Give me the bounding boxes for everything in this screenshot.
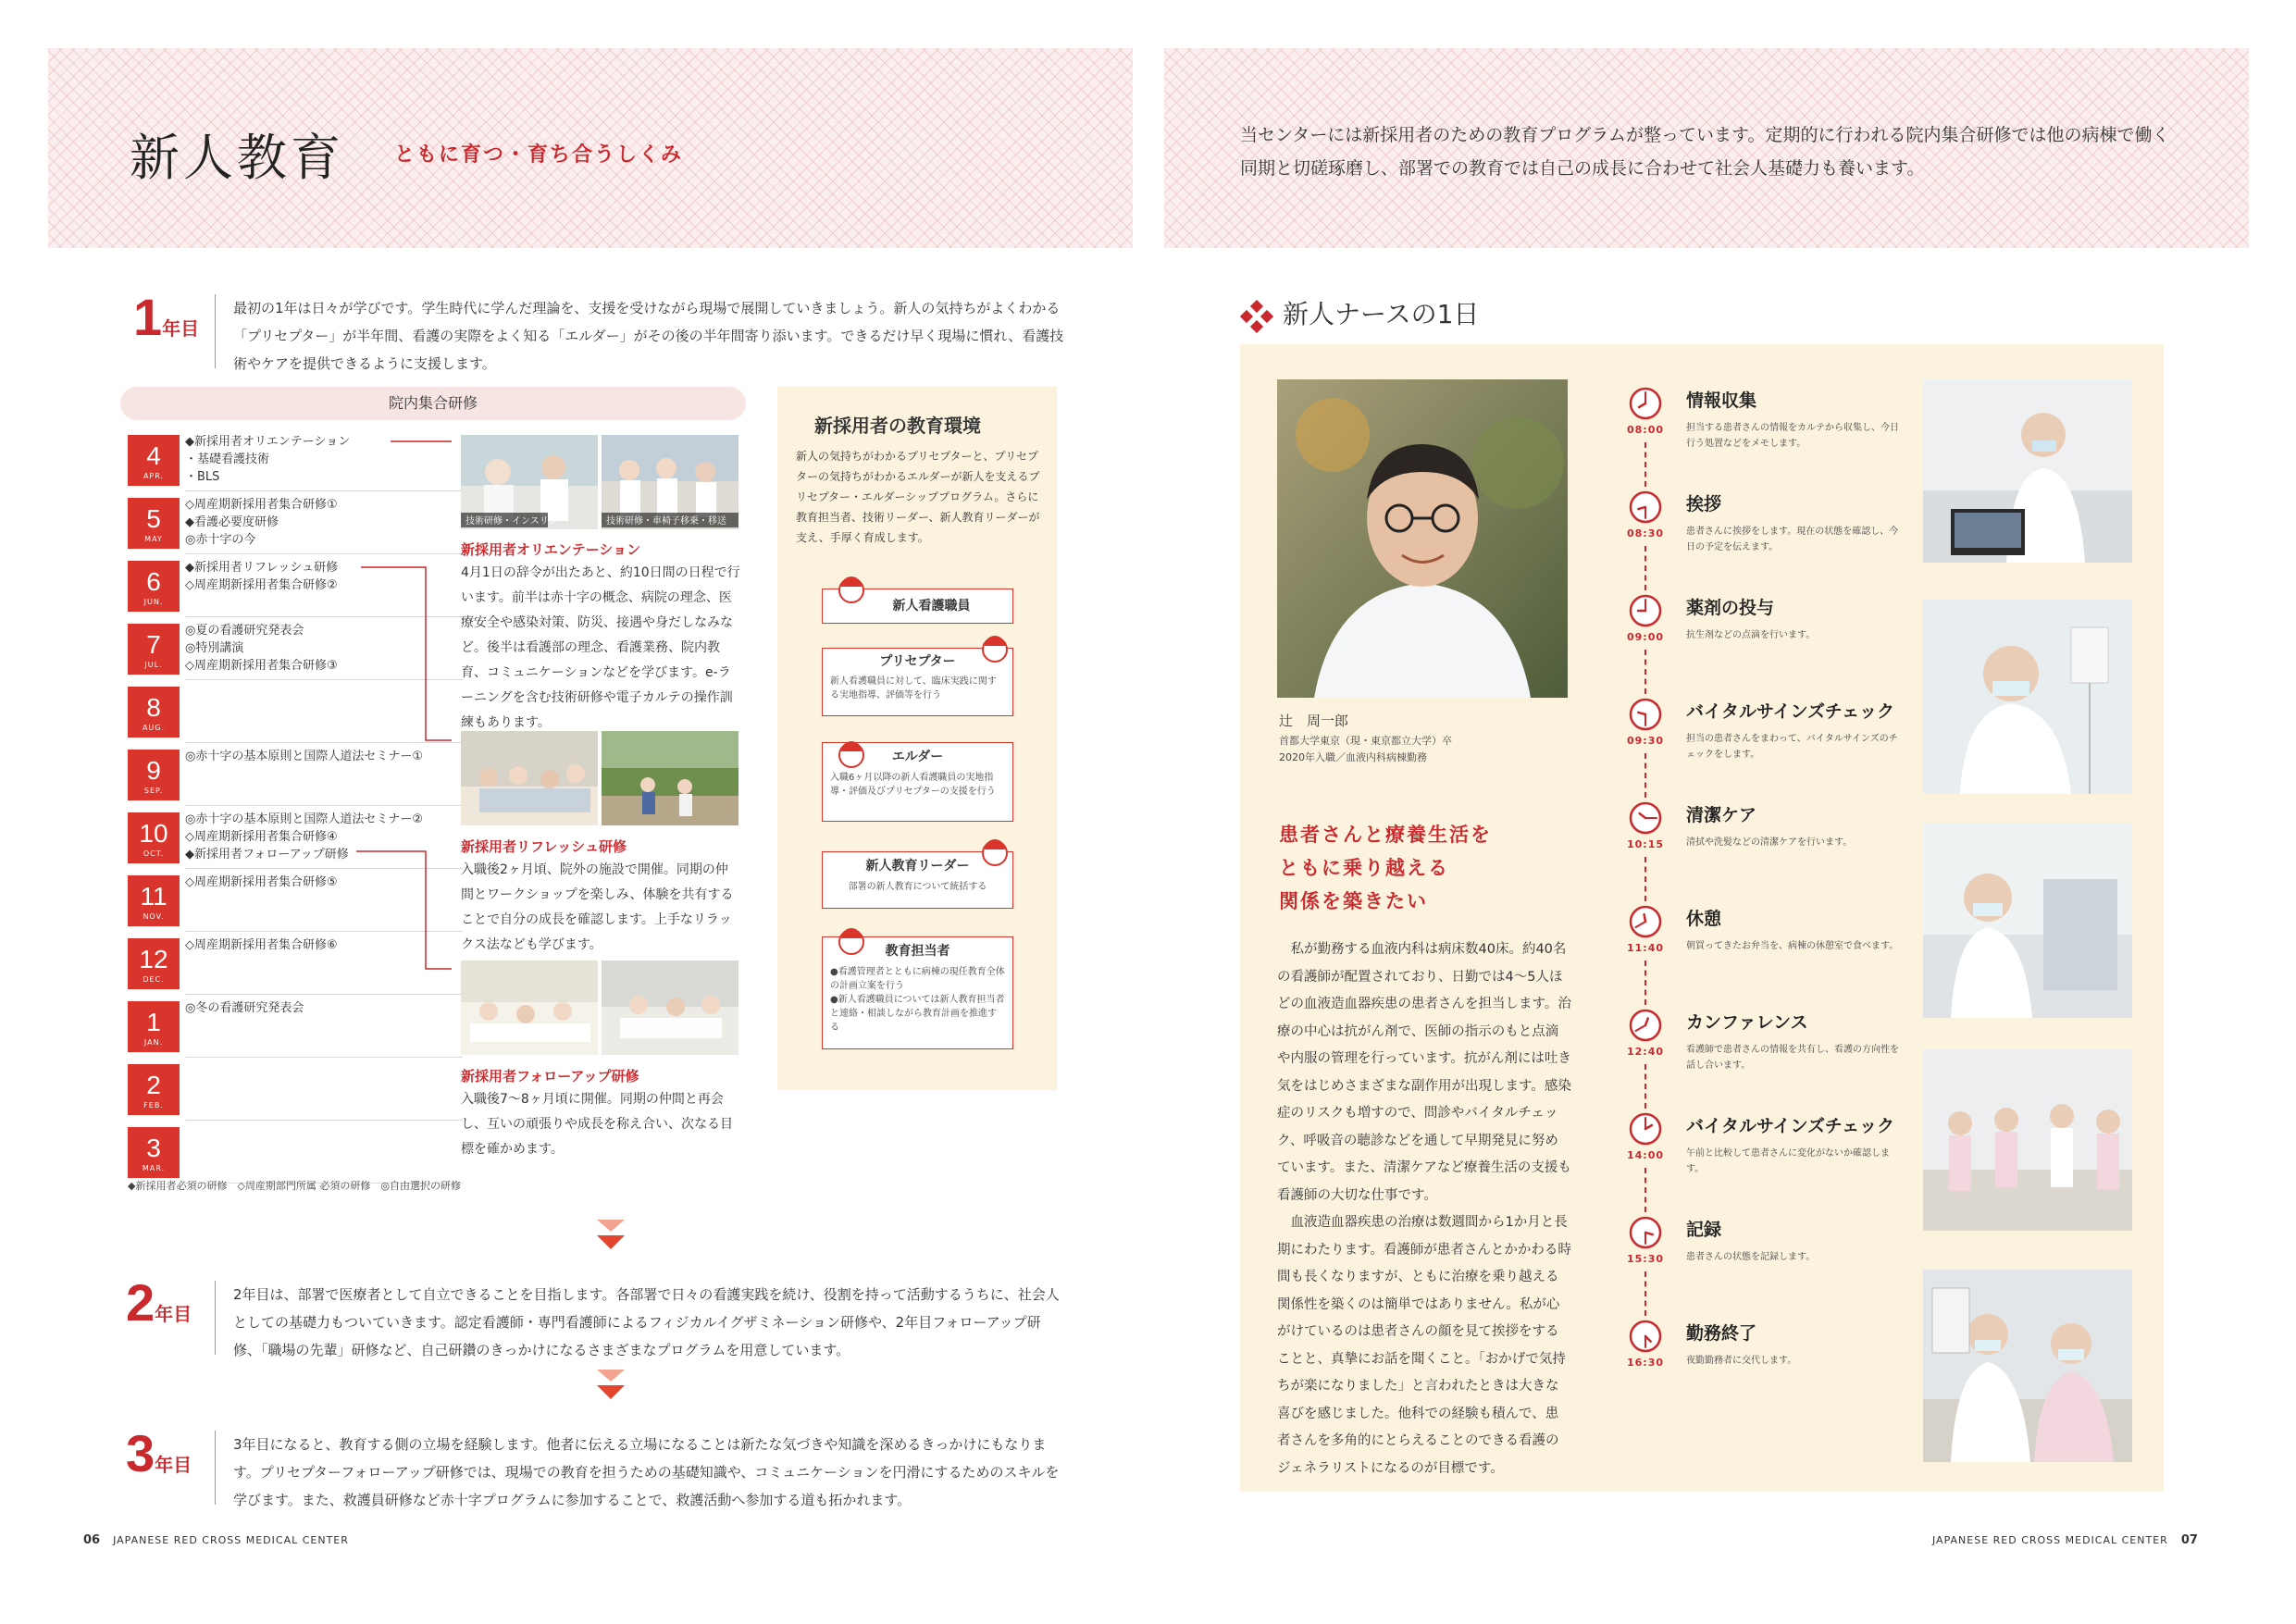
schedule-title: 勤務終了 (1686, 1323, 1757, 1344)
month-en: JUL. (144, 661, 163, 669)
training-item: ◆新採用者オリエンテーション (185, 435, 351, 449)
schedule-time: 15:30 (1626, 1253, 1664, 1265)
schedule-desc: 抗生剤などの点滴を行います。 (1686, 630, 1816, 640)
training-item: ◆新採用者フォローアップ研修 (185, 848, 349, 862)
training-title-orientation: 新採用者オリエンテーション (461, 541, 641, 558)
clock-icon (1629, 801, 1662, 835)
nurse-profile-1: 首都大学東京（現・東京都立大学）卒 (1279, 735, 1452, 747)
schedule-title: カンファレンス (1686, 1012, 1808, 1033)
schedule-title: 挨拶 (1686, 494, 1722, 514)
schedule-desc: 夜勤勤務者に交代します。 (1686, 1356, 1797, 1366)
month-en: FEB. (143, 1101, 164, 1110)
timeline-connector (1644, 650, 1646, 694)
month-number: 10 (139, 819, 168, 848)
month-number: 4 (146, 441, 161, 470)
month-number: 6 (146, 567, 161, 596)
month-en: MAR. (142, 1164, 166, 1172)
schedule-title: 清潔ケア (1686, 805, 1757, 825)
page-subtitle: ともに育つ・育ち合うしくみ (394, 143, 684, 167)
schedule-desc: 患者さんの状態を記録します。 (1686, 1252, 1816, 1262)
month-en: OCT. (143, 849, 165, 858)
training-item: ◇周産期新採用者集合研修③ (185, 659, 338, 673)
schedule-desc: 看護師で患者さんの情報を共有し、看護の方向性を話し合います。 (1686, 1045, 1899, 1071)
photo-info-gathering (1923, 379, 2132, 563)
clock-icon (1629, 594, 1662, 627)
clock-icon (1629, 1112, 1662, 1146)
schedule-title: バイタルサインズチェック (1686, 1116, 1895, 1136)
month-number: 1 (146, 1008, 161, 1036)
training-item: ◆看護必要度研修 (185, 515, 279, 529)
env-box-education-officer-desc2: ●新人看護職員については新人教育担当者と連絡・相談しながら教育計画を推進する (830, 995, 1005, 1033)
env-text: 新人の気持ちがわかるプリセプターと、プリセプターの気持ちがわかるエルダーが新人を支えるプリセプター・エルダーシッププログラム。さらに教育担当者、技術リーダー、新人教育リーダーが支え、手厚く育成します。 (796, 450, 1040, 544)
env-box-education-officer-title: 教育担当者 (885, 944, 950, 959)
arrow-down-1a (597, 1220, 625, 1232)
photo-refresh-workshop (461, 731, 598, 825)
training-text-refresh: 入職後2ヶ月頃、院外の施設で開催。同期の仲間とワークショップを楽しみ、体験を共有することで自分の成長を確認します。上手なリラックス法なども学びます。 (461, 862, 734, 952)
training-item: ◎冬の看護研究発表会 (185, 1001, 304, 1015)
schedule-time: 11:40 (1626, 942, 1664, 954)
env-box-elder-title: エルダー (891, 750, 944, 764)
schedule-desc: 午前と比較して患者さんに変化がないか確認します。 (1686, 1148, 1890, 1174)
env-box-leader-desc: 部署の新人教育について統括する (848, 882, 987, 892)
month-number: 3 (146, 1134, 161, 1162)
training-item: ◇周産期新採用者集合研修② (185, 578, 338, 592)
schedule-time: 09:00 (1626, 631, 1664, 643)
training-text-followup: 入職後7～8ヶ月頃に開催。同期の仲間と再会し、互いの頑張りや成長を称え合い、次なる目標を確かめます。 (461, 1092, 733, 1157)
photo-insulin-training (461, 435, 598, 529)
training-header: 院内集合研修 (120, 387, 746, 420)
month-number: 8 (146, 693, 161, 722)
timeline-connector (1644, 1271, 1646, 1316)
training-item: ◇周産期新採用者集合研修① (185, 498, 338, 512)
training-item: ◎赤十字の基本原則と国際人道法セミナー① (185, 750, 423, 763)
year2-number: 2 (126, 1273, 155, 1332)
month-en: NOV. (143, 912, 165, 921)
month-number: 5 (146, 504, 161, 533)
year2-divider (215, 1281, 216, 1355)
month-number: 11 (140, 882, 168, 911)
training-item: ◎赤十字の基本原則と国際人道法セミナー② (185, 812, 423, 826)
training-item: ◎夏の看護研究発表会 (185, 624, 304, 638)
env-box-education-officer-desc1: ●看護管理者とともに病棟の現任教育全体の計画立案を行う (830, 967, 1005, 991)
year3-unit: 年目 (155, 1454, 192, 1476)
photo-vital-check (1923, 600, 2132, 794)
schedule-time: 08:30 (1626, 527, 1664, 539)
arrow-down-2a (597, 1370, 625, 1382)
year3-divider (215, 1431, 216, 1505)
portrait-photo (1277, 379, 1568, 698)
month-en: SEP. (143, 787, 164, 795)
timeline-connector (1644, 442, 1646, 487)
schedule-title: 休憩 (1686, 909, 1722, 929)
year3-text: 3年目になると、教育する側の立場を経験します。他者に伝える立場になることは新たな気づきや知識を深めるきっかけにもなります。プリセプターフォローアップ研修では、現場での教育を担うための基礎知識や、コミュニケーションを円滑にするためのスキルを学びます。また、救護員研修など赤十字プログラムに参加することで、救護活動へ参加する道も拓かれます。 (233, 1436, 1060, 1508)
schedule-title: バイタルサインズチェック (1686, 701, 1895, 722)
diamond-icon (1240, 300, 1273, 333)
page-number-right: 07 (2180, 1533, 2198, 1547)
training-item: ◇周産期新採用者集合研修⑤ (185, 875, 338, 889)
env-box-elder-desc: 入職6ヶ月以降の新人看護職員の実地指導・評価及びプリセプターの支援を行う (830, 773, 996, 797)
month-en: DEC. (143, 975, 165, 984)
env-box-leader-title: 新人教育リーダー (865, 859, 970, 874)
legend: ◆新採用者必須の研修 ◇周産期部門所属 必須の研修 ◎自由選択の研修 (128, 1180, 462, 1192)
training-title-refresh: 新採用者リフレッシュ研修 (461, 838, 627, 855)
training-item: ・BLS (185, 470, 220, 484)
photo-label-2: 技術研修・車椅子移乗・移送 (606, 516, 726, 527)
schedule-time: 14:00 (1626, 1149, 1664, 1161)
photo-refresh-outdoor (602, 731, 738, 825)
year3-label (126, 1423, 192, 1483)
arrow-down-1b (597, 1235, 625, 1249)
year1-unit: 年目 (162, 317, 200, 340)
training-text-orientation: 4月1日の辞令が出たあと、約10日間の日程で行います。前半は赤十字の概念、病院の理念、医療安全や感染対策、防災、接遇や身だしなみなど。後半は看護部の理念、看護業務、院内教育、コミュニケーションなどを学びます。e-ラーニングを含む技術研修や電子カルテの操作訓練もあります。 (461, 565, 740, 730)
month-number: 2 (146, 1071, 161, 1099)
photo-followup-hall (461, 961, 598, 1055)
schedule-time: 12:40 (1626, 1046, 1664, 1058)
env-box-preceptor-title: プリセプター (879, 654, 956, 669)
schedule-title: 記録 (1686, 1220, 1722, 1240)
timeline-connector (1644, 1168, 1646, 1212)
month-number: 9 (146, 756, 161, 785)
essay-text: 私が勤務する血液内科は病床数40床。約40名の看護師が配置されており、日勤では4～5人ほどの血液造血器疾患の患者さんを担当します。治療の中心は抗がん剤で、医師の指示のもと点滴や内服の管理を行っています。抗がん剤には吐き気をはじめさまざまな副作用が出現します。感染症のリスクも増すので、問診やバイタルチェック、呼吸音の聴診などを通して早期発見に努めています。また、清潔ケアなど療養生活の支援も看護師の大切な仕事です。 血液造血器疾患の治療は数週間から1か月と長期にわたります。看護師が患者さんとかかわる時間も長くなりますが、ともに治療を乗り越える関係性を築くのは簡単ではありません。私が心がけているのは患者さんの顔を見て挨拶をすることと、真摯にお話を聞くこと。「おかげで気持ちが楽になりました」と言われたときは大きな喜びを感じました。他科での経験も積んで、患者さんを多角的にとらえることのできる看護のジェネラリストになるのが目標です。 (1277, 942, 1571, 1476)
training-item: ◇周産期新採用者集合研修④ (185, 830, 338, 844)
training-item: ◇周産期新採用者集合研修⑥ (185, 938, 338, 952)
footer-right-text: JAPANESE RED CROSS MEDICAL CENTER (1932, 1534, 2168, 1546)
footer-left-text: JAPANESE RED CROSS MEDICAL CENTER (113, 1534, 349, 1546)
photo-followup-group (602, 961, 738, 1055)
photo-label-1: 技術研修・インスリン (465, 516, 558, 527)
day-title: 新人ナースの1日 (1283, 299, 1480, 329)
schedule-time: 09:30 (1626, 735, 1664, 747)
headline-1: 患者さんと療養生活を (1279, 824, 1492, 846)
timeline-connector (1644, 961, 1646, 1005)
schedule-time: 16:30 (1626, 1357, 1664, 1369)
headline-2: ともに乗り越える (1279, 857, 1449, 879)
footer-right (1932, 1533, 2198, 1547)
schedule-time: 10:15 (1626, 838, 1664, 850)
year1-number: 1 (133, 288, 163, 346)
year2-label (126, 1272, 192, 1333)
photo-wheelchair-training (602, 435, 738, 529)
training-item: ・基礎看護技術 (185, 452, 270, 466)
nurse-profile-2: 2020年入職／血液内科病棟勤務 (1279, 751, 1427, 763)
month-en: AUG. (142, 724, 166, 732)
timeline-connector (1644, 1064, 1646, 1109)
timeline-connector (1644, 753, 1646, 798)
clock-icon (1629, 1216, 1662, 1249)
schedule-desc: 朝買ってきたお弁当を、病棟の休憩室で食べます。 (1686, 941, 1899, 951)
timeline-connector (1644, 857, 1646, 901)
schedule-desc: 清拭や洗髪などの清潔ケアを行います。 (1686, 837, 1853, 848)
clock-icon (1629, 387, 1662, 420)
env-box-preceptor-desc: 新人看護職員に対して、臨床実践に関する実地指導、評価等を行う (830, 676, 997, 700)
clock-icon (1629, 905, 1662, 938)
clock-icon (1629, 490, 1662, 524)
training-item: ◎特別講演 (185, 641, 244, 655)
photo-record (1923, 1270, 2132, 1462)
year3-number: 3 (126, 1424, 155, 1482)
year2-text: 2年目は、部署で医療者として自立できることを目指します。各部署で日々の看護実践を続け、役割を持って活動するうちに、社会人としての基礎力もついていきます。認定看護師・専門看護師によるフィジカルイグザミネーション研修や、2年目フォローアップ研修、「職場の先輩」研修など、自己研鑽のきっかけになるさまざまなプログラムを用意しています。 (233, 1286, 1060, 1358)
arrow-down-2b (597, 1385, 625, 1399)
month-en: JUN. (143, 598, 164, 606)
photo-clean-care (1923, 824, 2132, 1018)
year1-text: 最初の1年は日々が学びです。学生時代に学んだ理論を、支援を受けながら現場で展開していきましょう。新人の気持ちがよくわかる「プリセプター」が半年間、看護の実際をよく知る「エルダー」がその後の半年間寄り添います。できるだけ早く現場に慣れ、看護技術やケアを提供できるように支援します。 (233, 300, 1064, 372)
training-title-followup: 新採用者フォローアップ研修 (461, 1068, 639, 1085)
month-number: 7 (146, 630, 161, 659)
nurse-name: 辻 周一郎 (1279, 713, 1349, 729)
env-box-new-nurse-title: 新人看護職員 (892, 599, 971, 614)
intro-text: 当センターには新採用者のための教育プログラムが整っています。定期的に行われる院内集合研修では他の病棟で働く同期と切磋琢磨し、部署での教育では自己の成長に合わせて社会人基礎力も養います。 (1240, 125, 2170, 179)
page-number-left: 06 (83, 1533, 101, 1547)
headline-3: 関係を築きたい (1279, 890, 1428, 912)
schedule-desc: 担当する患者さんの情報をカルテから収集し、今日行う処置などをメモします。 (1686, 423, 1899, 449)
month-en: APR. (143, 472, 165, 480)
schedule-title: 情報収集 (1686, 391, 1757, 411)
footer-left (83, 1533, 349, 1547)
clock-icon (1629, 1320, 1662, 1353)
timeline-connector (1644, 546, 1646, 590)
training-item: ◎赤十字の今 (185, 533, 256, 547)
env-title: 新採用者の教育環境 (814, 415, 981, 437)
clock-icon (1629, 698, 1662, 731)
month-en: JAN. (143, 1038, 164, 1047)
training-item: ◆新採用者リフレッシュ研修 (185, 561, 339, 575)
year2-unit: 年目 (155, 1303, 192, 1325)
page-title: 新人教育 (130, 129, 344, 187)
schedule-desc: 患者さんに挨拶をします。現在の状態を確認し、今日の予定を伝えます。 (1686, 527, 1899, 552)
schedule-time: 08:00 (1626, 424, 1664, 436)
month-en: MAY (144, 535, 163, 543)
clock-icon (1629, 1009, 1662, 1042)
photo-conference (1923, 1049, 2132, 1231)
schedule-desc: 担当の患者さんをまわって、バイタルサインズのチェックをします。 (1686, 734, 1898, 760)
month-number: 12 (139, 945, 168, 973)
person-icons (833, 574, 1018, 962)
schedule-title: 薬剤の投与 (1686, 598, 1775, 618)
